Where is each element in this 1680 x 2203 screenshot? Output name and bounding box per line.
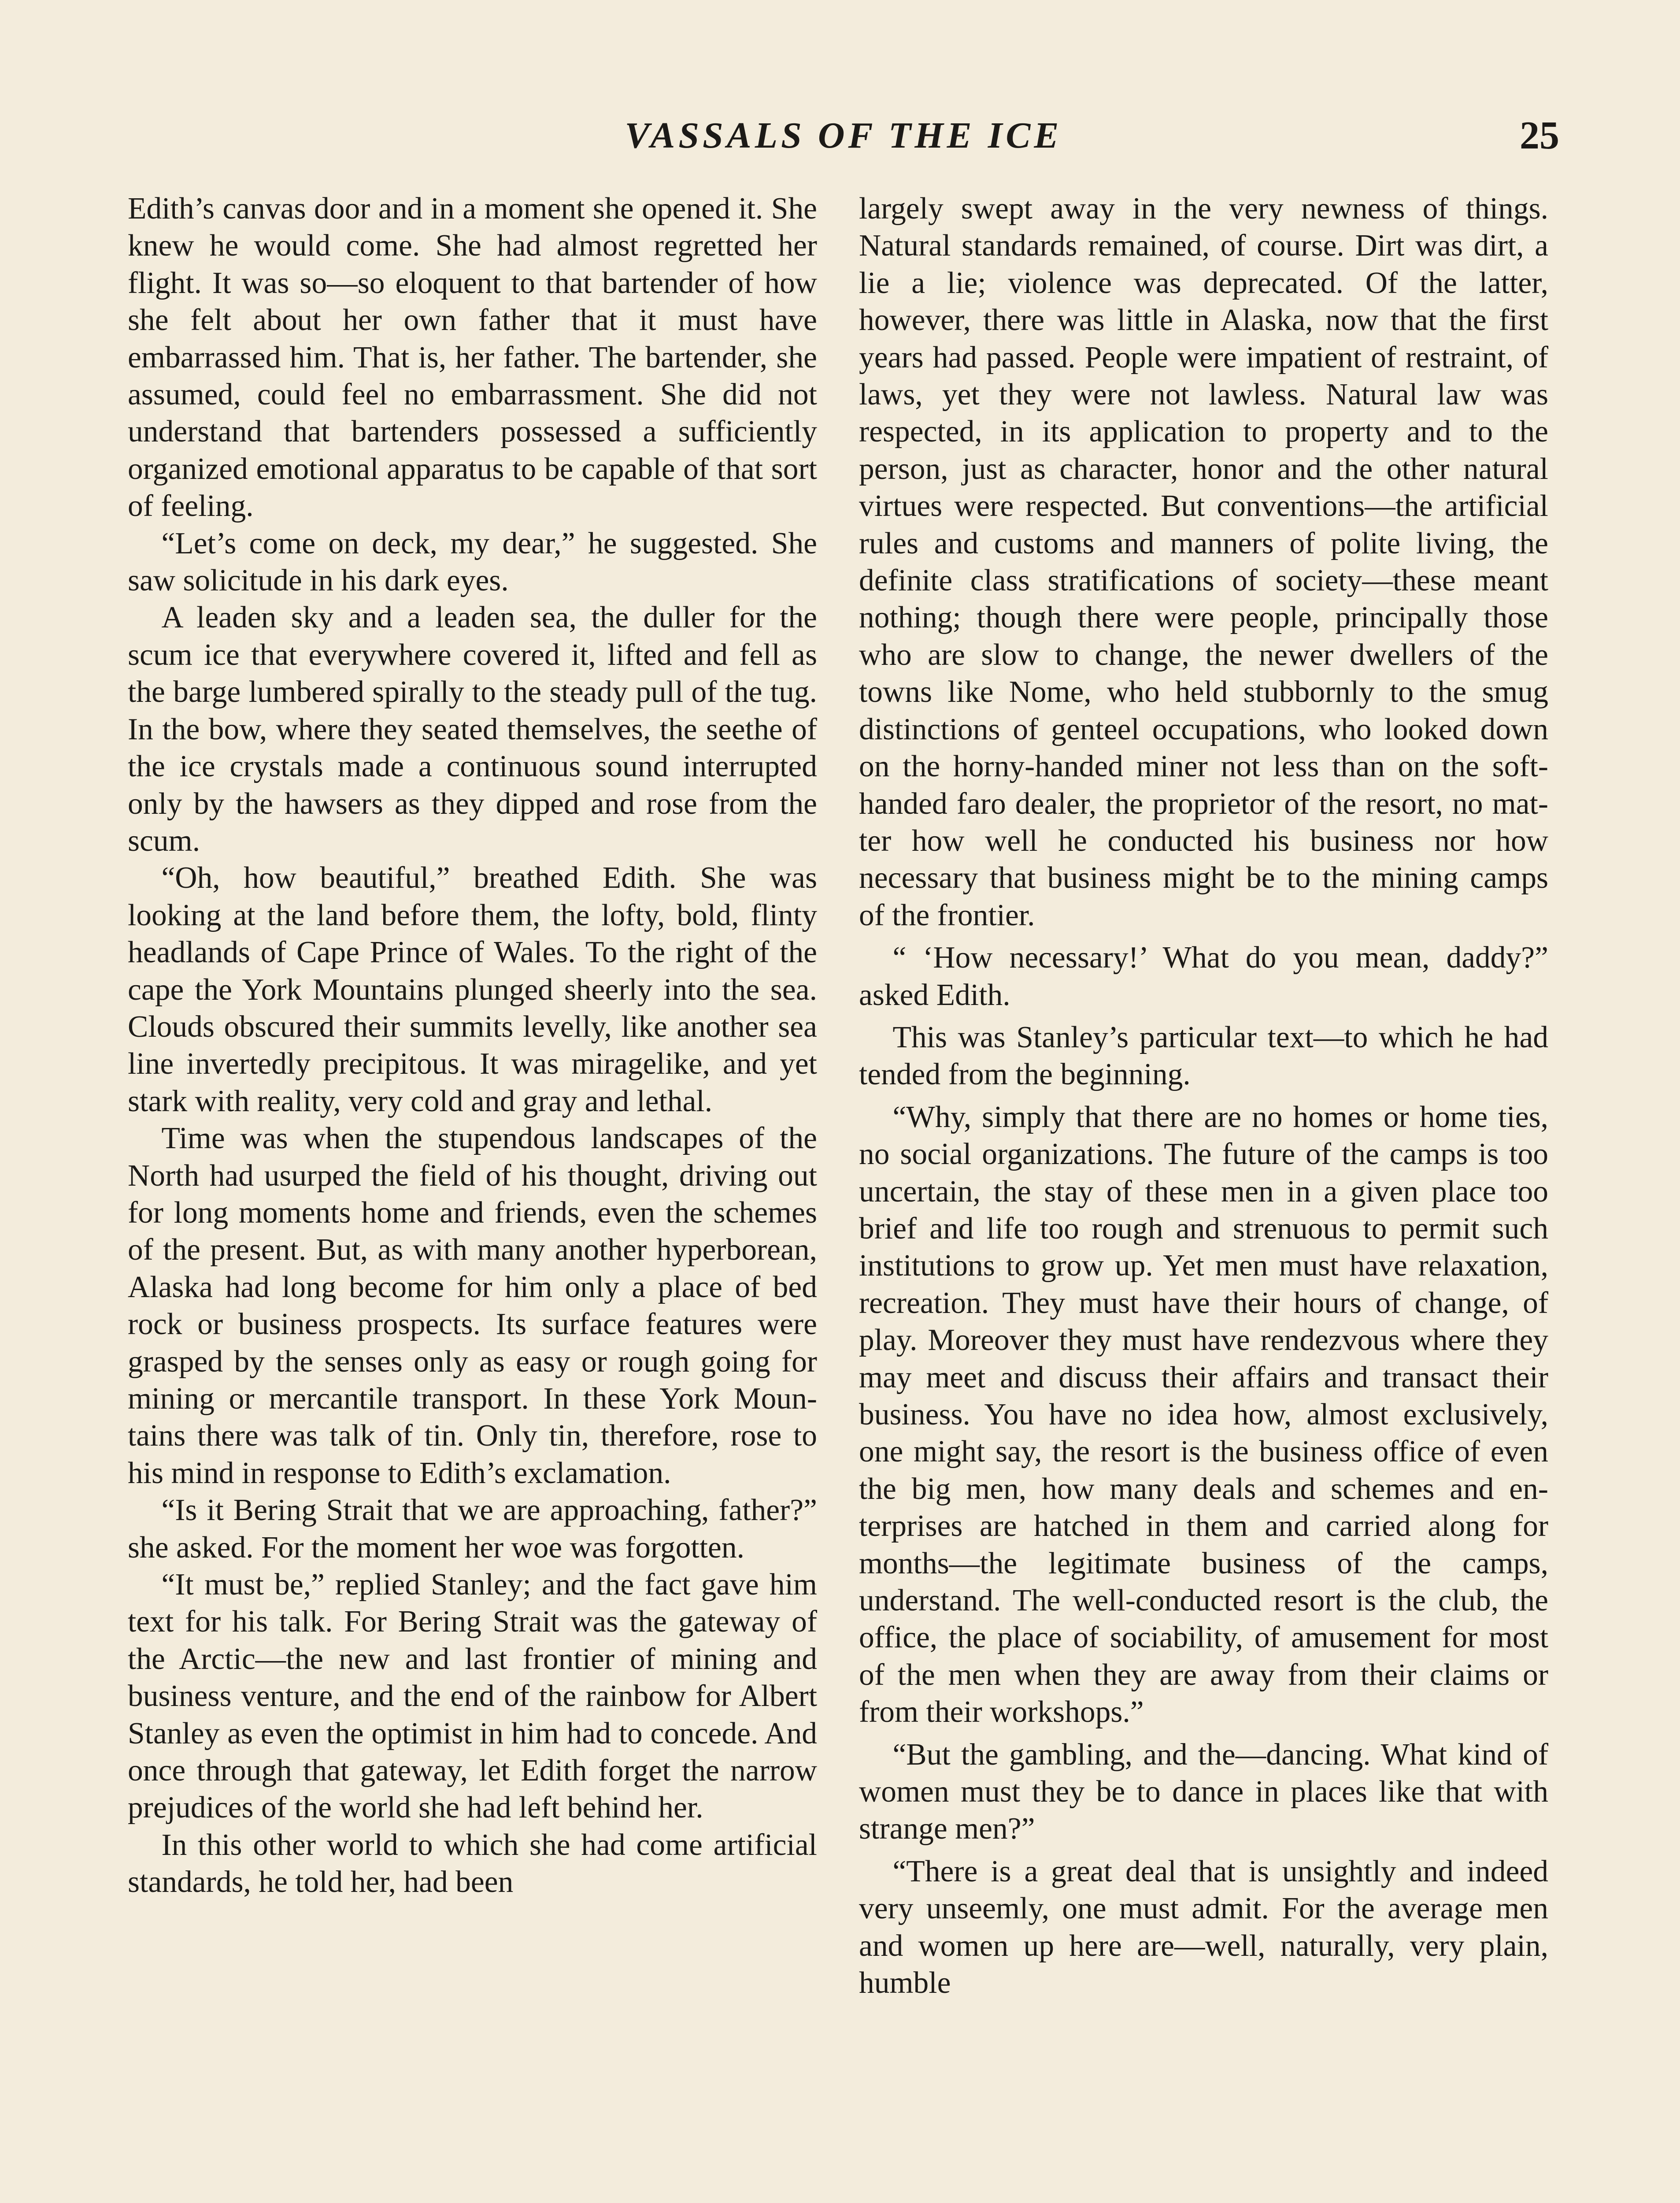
paragraph: “Oh, how beautiful,” breathed Edith. She was looking at the land before them, the lofty, bold, flinty headlands of Cape Prince of Wales. To the right of the cape the York Mountains plunged sheerly into the sea. Clouds obscured their summits levelly, like another sea line invertedly precipitous. It was miragelike, and yet stark with reality, very cold and gray and lethal.: [128, 861, 817, 1118]
paragraph: Edith’s canvas door and in a moment she opened it. She knew he would come. She had almost regretted her flight. It was so—so eloquent to that bartender of how she felt about her own father that it must have embarrassed him. That is, her father. The bartender, she assumed, could feel no embarrassment. She did not understand that bartenders possessed a sufficiently organized emotional apparatus to be capable of that sort of feeling.: [128, 192, 817, 523]
running-title: VASSALS OF THE ICE: [625, 115, 1062, 156]
paragraph: “ ‘How necessary!’ What do you mean, daddy?” asked Edith.: [859, 941, 1548, 1012]
paragraph: Time was when the stupendous landscapes of the North had usurped the field of his thought, driving out for long moments home and friends, even the schemes of the present. But, as with many another hyperborean, Alaska had long become for him only a place of bed rock or business prospects. Its surface features were grasped by the senses only as easy or rough going for mining or mercantile transport. In these York Mountains there was talk of tin. Only tin, therefore, rose to his mind in response to Edith’s exclamation.: [128, 1121, 817, 1490]
paragraph: largely swept away in the very newness of things. Natural standards remained, of course. Dirt was dirt, a lie a lie; violence was deprecated. Of the latter, however, there was little in Alaska, now that the first years had passed. People were impatient of restraint, of laws, yet they were not lawless. Natural law was respected, in its application to property and to the person, just as character, honor and the other natural virtues were respected. But conventions—the artificial rules and customs and manners of polite living, the definite class stratifications of society—these meant nothing; though there were people, principally those who are slow to change, the newer dwellers of the towns like Nome, who held stubbornly to the smug distinctions of genteel occupations, who looked down on the horny-handed miner not less than on the soft-handed faro dealer, the proprietor of the resort, no matter how well he conducted his business nor how necessary that business might be to the mining camps of the frontier.: [859, 192, 1548, 932]
paragraph: “Is it Bering Strait that we are approaching, father?” she asked. For the moment her woe was forgotten.: [128, 1493, 817, 1565]
paragraph: A leaden sky and a leaden sea, the duller for the scum ice that everywhere covered it, lifted and fell as the barge lumbered spirally to the steady pull of the tug. In the bow, where they seated themselves, the seethe of the ice crystals made a continuous sound interrupted only by the hawsers as they dipped and rose from the scum.: [128, 601, 817, 858]
page-header: [128, 109, 1559, 162]
page-number: 25: [1520, 114, 1559, 157]
paragraph: “But the gambling, and the—dancing. What kind of women must they be to dance in places like that with strange men?”: [859, 1737, 1548, 1846]
right-column: [859, 190, 1548, 2002]
paragraph: “There is a great deal that is unsightly and indeed very unseemly, one must admit. For the average men and women up here are—well, naturally, very plain, humble: [859, 1854, 1548, 2000]
paragraph: “Why, simply that there are no homes or home ties, no social organizations. The future of the camps is too uncertain, the stay of these men in a given place too brief and life too rough and strenuous to permit such institutions to grow up. Yet men must have relaxation, recreation. They must have their hours of change, of play. Moreover they must have rendezvous where they may meet and discuss their affairs and transact their business. You have no idea how, almost exclusively, one might say, the resort is the business office of even the big men, how many deals and schemes and enterprises are hatched in them and carried along for months—the legitimate business of the camps, understand. The well-conducted resort is the club, the office, the place of sociability, of amusement for most of the men when they are away from their claims or from their workshops.”: [859, 1100, 1548, 1729]
left-column: [128, 190, 817, 1901]
paragraph: “It must be,” replied Stanley; and the fact gave him text for his talk. For Bering Strait was the gateway of the Arctic—the new and last frontier of mining and business venture, and the end of the rainbow for Albert Stanley as even the optimist in him had to concede. And once through that gateway, let Edith forget the narrow prejudices of the world she had left behind her.: [128, 1568, 817, 1825]
paragraph: In this other world to which she had come artificial standards, he told her, had been: [128, 1828, 817, 1899]
paragraph: This was Stanley’s particular text—to which he had tended from the beginning.: [859, 1020, 1548, 1092]
paragraph: “Let’s come on deck, my dear,” he suggested. She saw solicitude in his dark eyes.: [128, 526, 817, 598]
